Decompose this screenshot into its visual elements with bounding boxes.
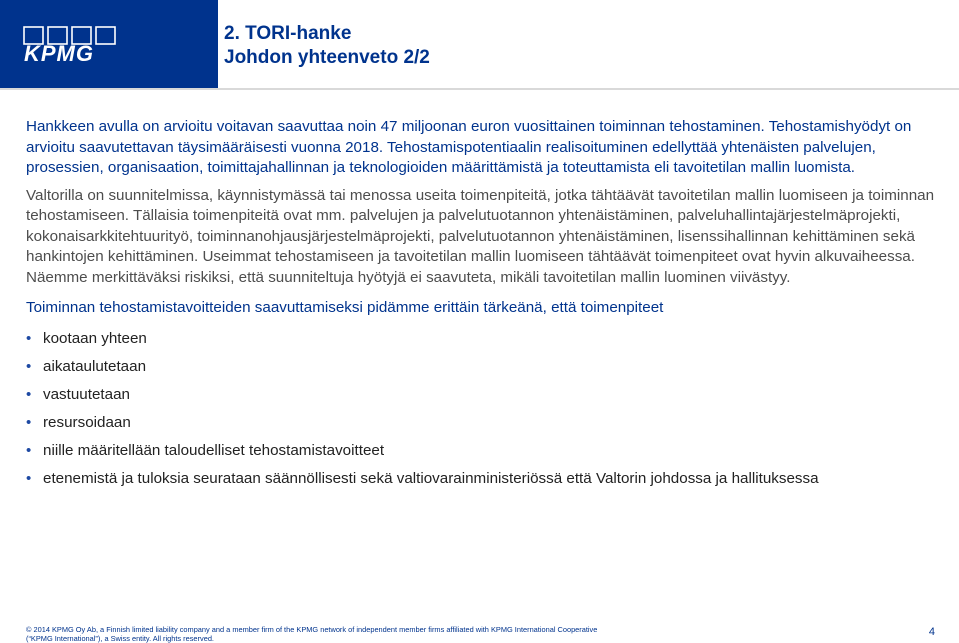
list-item <box>26 441 936 469</box>
bullet-icon: • <box>26 441 32 459</box>
slide-header <box>0 0 959 88</box>
bullet-icon: • <box>26 469 32 487</box>
list-item <box>26 385 936 413</box>
summary-paragraph-2: Valtorilla on suunnitelmissa, käynnistymässä tai menossa useita toimenpiteitä, jotka tähtäävät tavoitetilan mallin luomiseen ja toiminnan tehostamiseen. Tällaisia toimenpiteitä ovat mm. palvelujen ja palvelutuotannon yhtenäistäminen, palveluhallintajärjestelmäprojekti, kokonaisarkkitehtuurityö, toiminnanohjausjärjestelmäprojekti, palvelutuotannon yhtenäistäminen, lisenssihallinnan kehittäminen sekä hankintojen kehittäminen. Useimmat tehostamiseen ja tavoitetilan mallin luomiseen tähtäävät toimenpiteet ovat hyvin alkuvaiheessa. Näemme merkittäväksi riskiksi, että suunniteltuja hyötyjä ei saavuteta, mikäli tavoitetilan mallin luominen viivästyy. <box>26 186 935 286</box>
title-line-1: 2. TORI-hanke <box>224 23 352 44</box>
copyright-footer <box>26 625 597 643</box>
list-item-text: kootaan yhteen <box>43 329 147 347</box>
list-item-text: aikataulutetaan <box>43 357 147 375</box>
copyright-line-1: © 2014 KPMG Oy Ab, a Finnish limited liability company and a member firm of the KPMG network of independent member firms affiliated with KPMG International Cooperative <box>26 625 598 634</box>
list-item-text: vastuutetaan <box>43 385 130 403</box>
logo-wordmark: KPMG <box>24 41 94 64</box>
bullet-icon: • <box>26 413 32 431</box>
actions-lead-in: Toiminnan tehostamistavoitteiden saavuttamiseksi pidämme erittäin tärkeänä, että toimenpiteet <box>26 299 664 316</box>
page-number: 4 <box>928 626 935 638</box>
list-item-text: resursoidaan <box>43 413 131 431</box>
copyright-line-2: (“KPMG International”), a Swiss entity. All rights reserved. <box>26 634 214 643</box>
bullet-icon: • <box>26 329 32 347</box>
title-line-2: Johdon yhteenveto 2/2 <box>224 47 430 68</box>
summary-paragraph-1: Hankkeen avulla on arvioitu voitavan saavuttaa noin 47 miljoonan euron vuosittainen toiminnan tehostaminen. Tehostamishyödyt on arvioitu saavutettavan täysimääräisesti vuonna 2018. Tehostamispotentiaalin realisoituminen edellyttää yhtenäisten palvelujen, prosessien, organisaation, toimittajahallinnan ja teknologioiden määrittämistä ja toteuttamista eli tavoitetilan mallin luomista. <box>26 118 912 176</box>
list-item-text: niille määritellään taloudelliset tehostamistavoitteet <box>43 441 385 459</box>
kpmg-logo-icon <box>22 24 118 64</box>
slide-title <box>224 22 430 70</box>
list-item <box>26 329 936 357</box>
bullet-icon: • <box>26 385 32 403</box>
kpmg-logo <box>0 0 218 88</box>
list-item <box>26 413 936 441</box>
header-divider <box>0 88 959 90</box>
slide-body <box>26 117 936 497</box>
list-item-text: etenemistä ja tuloksia seurataan säännöllisesti sekä valtiovarainministeriössä että Valtorin johdossa ja hallituksessa <box>43 469 819 487</box>
actions-list <box>26 329 936 497</box>
list-item <box>26 357 936 385</box>
bullet-icon: • <box>26 357 32 375</box>
list-item <box>26 469 936 497</box>
